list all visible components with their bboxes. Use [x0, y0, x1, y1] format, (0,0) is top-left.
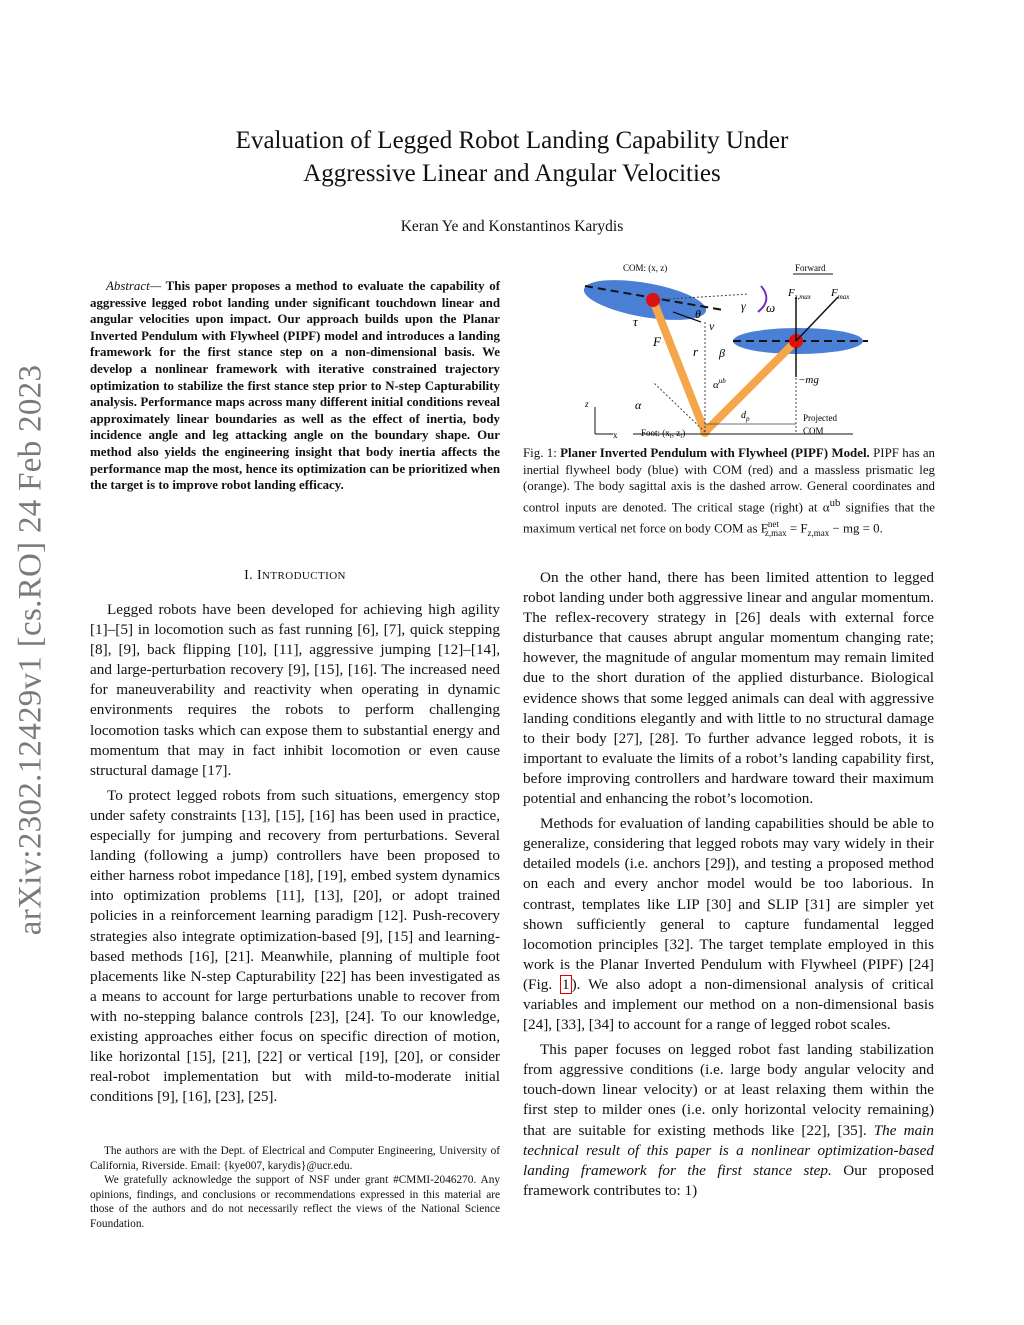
- fmax-label: $F_{max}$: [831, 287, 850, 301]
- section-title-rest: NTRODUCTION: [262, 570, 346, 582]
- caption-body: PIPF has an inertial flywheel body (blue) with COM (red) and a massless prismatic leg (orange). The body sagittal axis is the dashed arrow. General coordinates and control inputs are denoted. The critical stage (right) at α: [523, 446, 935, 515]
- leg-force-label: F: [653, 334, 661, 349]
- projected-com-label: COM: [803, 426, 824, 436]
- x-axis-label: x: [613, 430, 618, 440]
- fzmax-label: $F_{z,max}$: [788, 287, 811, 301]
- abstract-label: Abstract: [106, 279, 150, 293]
- abstract-dash: —: [149, 279, 162, 293]
- right-paragraph-1: On the other hand, there has been limited attention to legged robot landing under both aggressive linear and angular momentum. The reflex-recovery strategy in [26] deals with external force disturbance that causes abrupt angular momentum changing rate; however, the magnitude of angular momentum may remain limited due to the short duration of the applied disturbance. Biological evidence shows that some legged animals can deal with aggressive landing conditions elegantly and with little to no structural damage to their body [27], [28]. To further advance legged robots, it is important to evaluate the limits of a robot’s landing capability first, before improving controllers and hardware toward their maximum potential and enhancing the robot’s locomotion.: [523, 569, 934, 808]
- alpha-ub-label: $\alpha^{ub}$: [713, 377, 726, 391]
- right-paragraph-3-text-b: Our proposed framework contributes to: 1): [523, 1161, 934, 1199]
- caption-eq-sup: net: [767, 518, 779, 529]
- omega-label: ω: [766, 300, 776, 315]
- footnote-acknowledgment: We gratefully acknowledge the support of NSF under grant #CMMI-2046270. Any opinions, findings, and conclusions or recommendations expressed in this material are those of the authors and do not necessarily reflect the views of the National Science Foundation.: [90, 1174, 500, 1230]
- caption-eq-end: − mg = 0.: [829, 520, 883, 535]
- right-paragraph-2-text-b: ). We also adopt a non-dimensional analysis of critical variables and implement our method on a non-dimensional basis [24], [33], [34] to account for a range of legged robot scales.: [523, 975, 934, 1034]
- intro-paragraph-1: Legged robots have been developed for achieving high agility [1]–[5] in locomotion such as fast running [6], [7], quick stepping [8], [9], back flipping [10], [11], aggressive jumping [12]–[14], and large-perturbation recovery [9], [15], [16]. The increased need for maneuverability and reactivity when operating in dynamic environments requires the robots to perform challenging locomotion tasks which can expose them to substantial energy and momentum that may in fact inhibit locomotion or even cause structural damage [17].: [90, 601, 500, 779]
- caption-eq-tail: = F: [786, 520, 808, 535]
- caption-body-2: signifies that the maximum vertical net force on body COM as F: [523, 500, 935, 535]
- figure-1-link[interactable]: 1: [562, 975, 570, 993]
- author-list: Keran Ye and Konstantinos Karydis: [400, 218, 624, 235]
- forward-label: Forward: [795, 263, 826, 273]
- beta-label: β: [719, 346, 725, 360]
- caption-title: Planer Inverted Pendulum with Flywheel (PIPF) Model.: [560, 446, 870, 460]
- paper-title: [0, 124, 1024, 190]
- footnote: [90, 1144, 500, 1232]
- gravity-label: −mg: [798, 374, 819, 386]
- right-column-body: [523, 568, 934, 1201]
- title-line-1: Evaluation of Legged Robot Landing Capability Under: [235, 127, 789, 154]
- figure-1-pipf-model: [583, 262, 873, 440]
- right-paragraph-3: [523, 1040, 934, 1201]
- section-title-initial: I: [256, 568, 263, 583]
- title-line-2: Aggressive Linear and Angular Velocities: [303, 160, 721, 187]
- right-paragraph-2: [523, 814, 934, 1035]
- left-column-body: [90, 600, 500, 1107]
- section-number: I.: [244, 568, 254, 583]
- theta-label: θ: [695, 307, 701, 321]
- caption-eq-sub2: z,max: [807, 527, 830, 538]
- main-result-statement: The main technical result of this paper is a nonlinear optimization-based landing framework for the first stance step.: [523, 1121, 934, 1179]
- tau-label: τ: [633, 314, 638, 329]
- alpha-label: α: [635, 398, 642, 412]
- arxiv-sidebar-stamp: [6, 350, 56, 950]
- leg-length-label: r: [693, 344, 699, 359]
- caption-alpha-sup: ub: [829, 496, 841, 509]
- caption-label: Fig. 1:: [523, 446, 561, 460]
- intro-paragraph-2: To protect legged robots from such situations, emergency stop under safety constraints [13], [15], [16] has been used in practice, especially for jumping and recovery from perturbations. Several landing (following a jump) controllers have been proposed to either harness robot impedance [18], [19], embed system dynamics into optimization problems [11], [13], [20], or adopt trained policies in a reinforcement learning paradigm [12]. Push-recovery strategies also integrate optimization-based [9], [15] and learning-based methods [16], [21]. Meanwhile, planning of multiple foot placements like N-step Capturability [22] has been investigated as a means to account for large perturbations unable to recover from with no-stepping balance controls [23], [24]. To our knowledge, existing approaches either focus on specific direction of motion, like horizontal [15], [21], [22] or vertical [19], [20], or consider real-robot implementation but with mild-to-moderate initial conditions [9], [16], [23], [25].: [90, 786, 500, 1106]
- abstract: [90, 278, 500, 494]
- right-paragraph-2-text-a: Methods for evaluation of landing capabilities should be able to generalize, considering that legged robots may vary widely in their detailed models (i.e. anchors [29]), and testing a proposed method on each and every anchor model would be too laborious. In contrast, templates like LIP [30] and SLIP [31] are simpler yet shown sufficiently general to capture fundamental legged locomotion principles [32]. The target template employed in this work is the Planar Inverted Pendulum with Flywheel (PIPF) [24] (Fig.: [523, 815, 934, 993]
- section-heading-introduction: [90, 568, 500, 584]
- projected-label: Projected: [803, 413, 837, 423]
- foot-label: Foot: ($x_f$, $z_f$): [641, 428, 686, 440]
- abstract-body: This paper proposes a method to evaluate the capability of aggressive legged robot landing under significant touchdown linear and angular velocities upon impact. Our approach builds upon the Planar Inverted Pendulum with Flywheel (PIPF) model and introduces a landing framework for the first stance step on a non-dimensional basis. We develop a nonlinear framework with iterative constrained trajectory optimization to stabilize the first stance step prior to N-step Capturability analysis. Performance maps across many different initial conditions reveal approximately linear boundaries as well as the effect of inertia, body incidence angle and leg attacking angle on the boundary shape. Our method also yields the engineering insight that body inertia affects the performance map the most, hence its optimization can be prioritized when the target is to improve robot landing efficacy.: [90, 279, 500, 493]
- com-label: COM: (x, z): [623, 263, 668, 273]
- arxiv-id-text: arXiv:2302.12429v1 [cs.RO] 24 Feb 2023: [12, 364, 49, 936]
- footnote-affiliation: The authors are with the Dept. of Electrical and Computer Engineering, University of California, Riverside. Email: {kye007, karydis}@ucr.edu.: [90, 1145, 500, 1172]
- z-axis-label: z: [585, 399, 589, 409]
- caption-eq-sub: z,max: [764, 527, 787, 538]
- velocity-label: v: [709, 319, 715, 333]
- gamma-label: γ: [741, 299, 746, 313]
- dp-label: $d_p$: [741, 410, 750, 423]
- figure-1-caption: [523, 445, 935, 541]
- right-paragraph-3-text-a: This paper focuses on legged robot fast landing stabilization from aggressive conditions (i.e. large body angular velocity and touch-down linear velocity) or at least relaxing them within the first step to milder ones (i.e. only horizontal velocity remaining) that are suitable for existing methods like [22], [35].: [523, 1041, 934, 1139]
